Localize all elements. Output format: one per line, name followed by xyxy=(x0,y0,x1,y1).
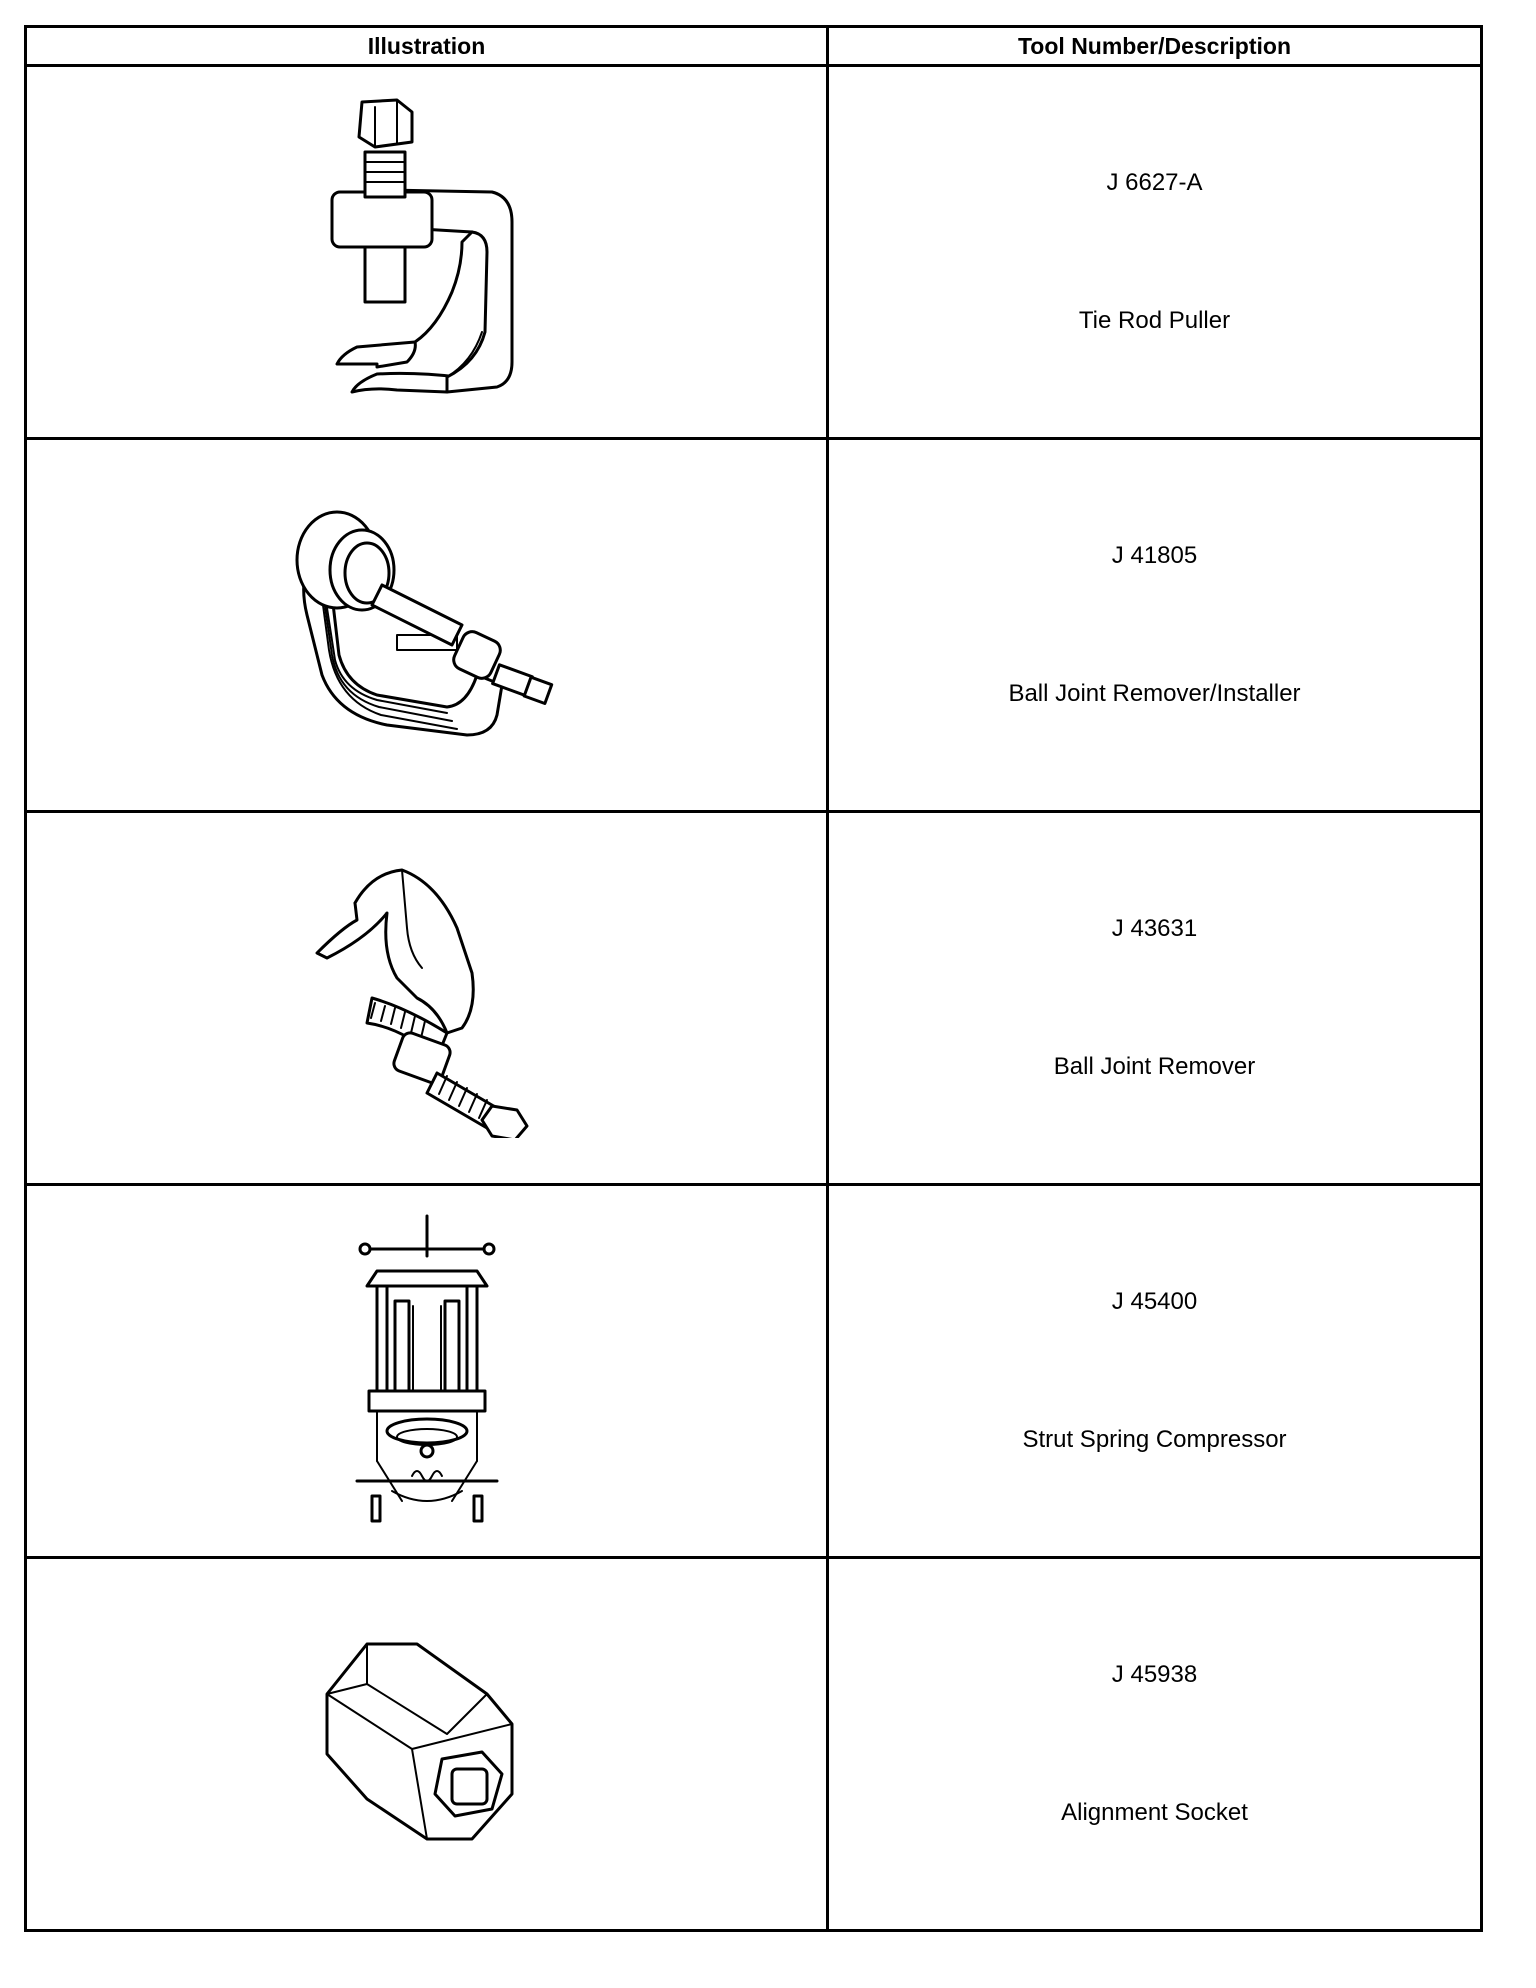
ball-joint-remover-installer-icon xyxy=(277,485,577,765)
tool-description-cell xyxy=(828,439,1482,812)
illustration-cell xyxy=(26,1558,828,1931)
illustration-header: Illustration xyxy=(26,27,828,66)
tool-number: J 43631 xyxy=(1111,915,1198,942)
tool-number: J 45938 xyxy=(1111,1661,1198,1688)
illustration-cell xyxy=(26,812,828,1185)
tool-description: Strut Spring Compressor xyxy=(1022,1426,1287,1453)
tool-description-cell xyxy=(828,812,1482,1185)
tool-description: Ball Joint Remover xyxy=(1053,1053,1256,1080)
table-header-row xyxy=(26,27,1482,66)
illustration-cell xyxy=(26,66,828,439)
table-row xyxy=(26,812,1482,1185)
table-row xyxy=(26,1558,1482,1931)
tie-rod-puller-icon xyxy=(297,92,557,412)
special-tools-table xyxy=(24,25,1483,1932)
tool-description-cell xyxy=(828,66,1482,439)
table-row xyxy=(26,439,1482,812)
tool-number: J 6627-A xyxy=(1106,169,1203,196)
tool-number: J 41805 xyxy=(1111,542,1198,569)
table-row xyxy=(26,1185,1482,1558)
illustration-cell xyxy=(26,439,828,812)
illustration-cell xyxy=(26,1185,828,1558)
tool-number: J 45400 xyxy=(1111,1288,1198,1315)
tool-description: Ball Joint Remover/Installer xyxy=(1008,680,1301,707)
tool-description: Tie Rod Puller xyxy=(1078,307,1231,334)
alignment-socket-icon xyxy=(297,1624,557,1864)
tool-number-description-header: Tool Number/Description xyxy=(828,27,1482,66)
tool-description: Alignment Socket xyxy=(1061,1799,1248,1826)
tool-description-cell xyxy=(828,1185,1482,1558)
strut-spring-compressor-icon xyxy=(347,1211,507,1531)
tool-description-cell xyxy=(828,1558,1482,1931)
ball-joint-remover-icon xyxy=(297,858,557,1138)
table-row xyxy=(26,66,1482,439)
